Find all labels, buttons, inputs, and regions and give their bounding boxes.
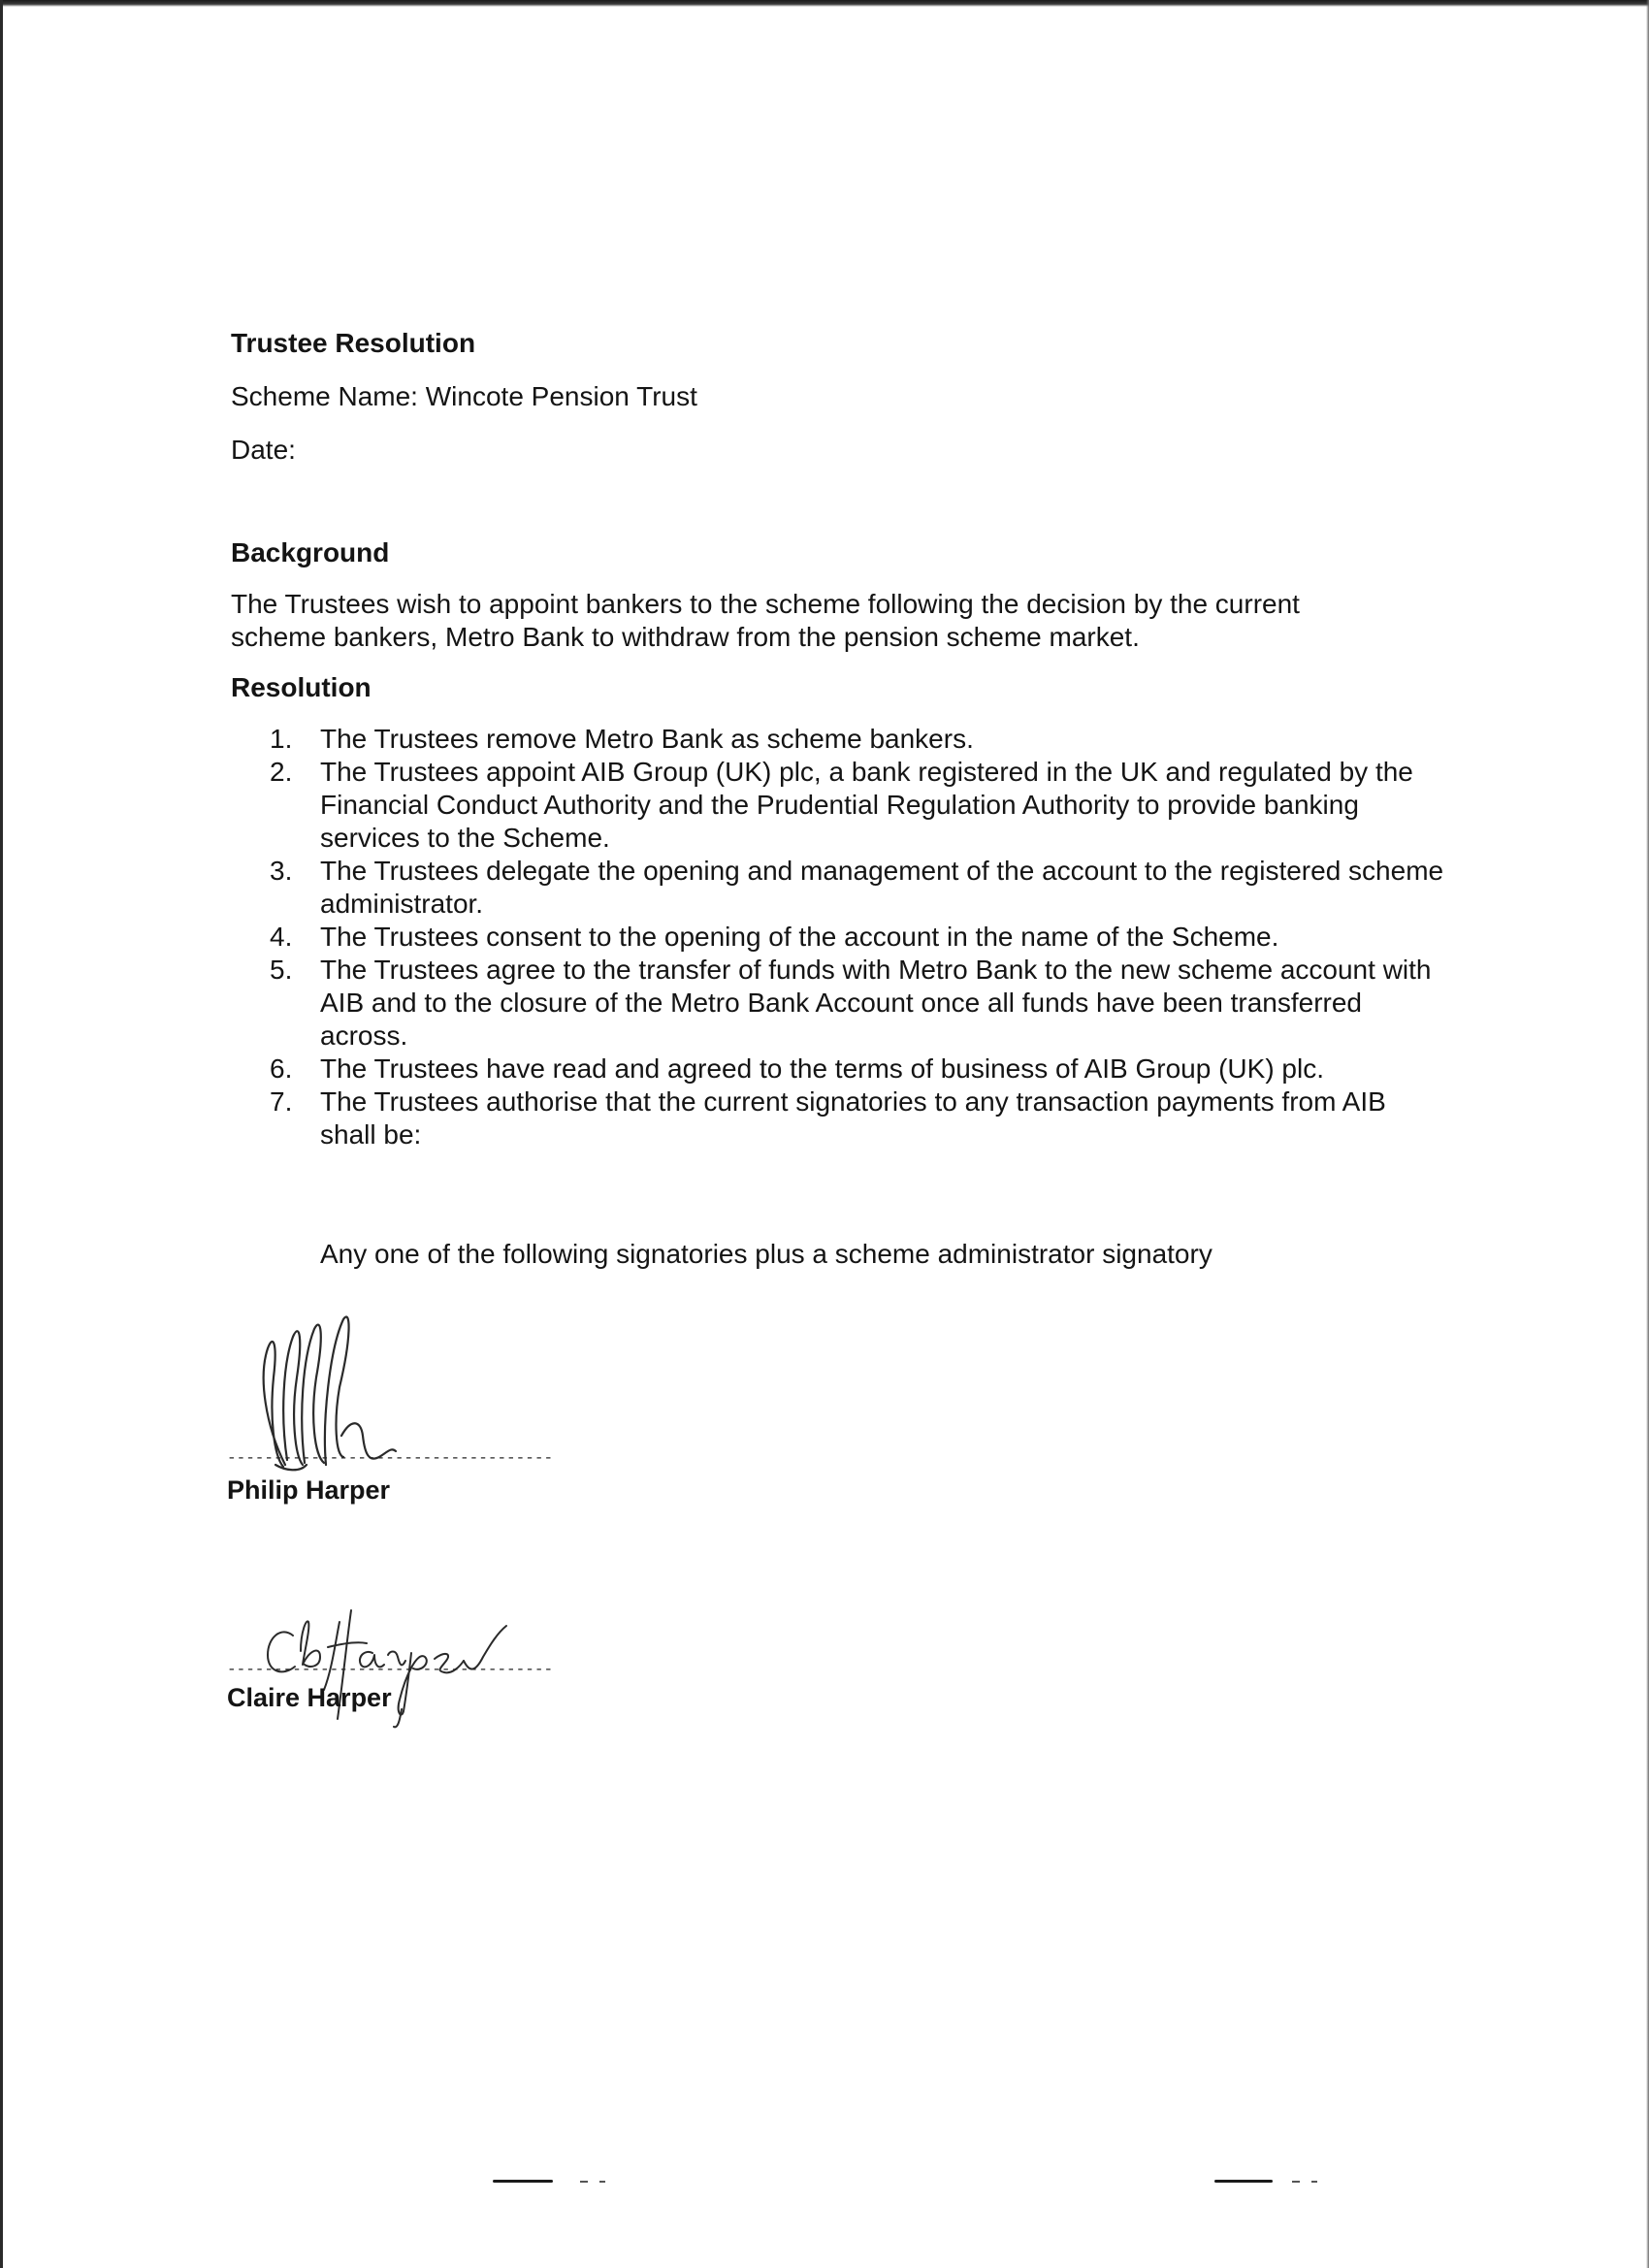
background-text: The Trustees wish to appoint bankers to the scheme following the decision by the current scheme bankers, Metro Bank to withdraw from the pension scheme market. [231,589,1300,652]
resolution-item-text: The Trustees have read and agreed to the terms of business of AIB Group (UK) plc. [320,1053,1324,1084]
signature-line: ----------------------------------- [227,1661,554,1678]
signature-line: ----------------------------------- [227,1449,554,1467]
resolution-item-number: 6. [270,1053,293,1084]
scan-edge-top [0,0,1649,7]
date-label: Date: [231,435,296,465]
signatory-name: Philip Harper [227,1475,391,1505]
resolution-list [231,723,1444,1151]
resolution-item-number: 2. [270,757,293,787]
scan-bottom-mark-left [493,2180,553,2183]
document-title: Trustee Resolution [231,328,476,358]
scan-edge-left [0,0,3,2268]
background-heading: Background [231,537,390,567]
resolution-item-text: The Trustees authorise that the current signatories to any transaction payments from AIB shall be: [320,1086,1386,1150]
scan-bottom-dash [599,2181,605,2183]
resolution-item-text: The Trustees appoint AIB Group (UK) plc, a bank registered in the UK and regulated by the Financial Conduct Authority and the Prudential Regulation Authority to provide banking services to the Scheme. [320,757,1413,853]
scan-bottom-dash [580,2181,588,2183]
resolution-item-text: The Trustees agree to the transfer of funds with Metro Bank to the new scheme account with AIB and to the closure of the Metro Bank Account once all funds have been transferred across. [320,955,1432,1051]
resolution-item-number: 3. [270,856,293,886]
signatory-name: Claire Harper [227,1683,392,1712]
resolution-item [231,723,1445,756]
resolution-item-text: The Trustees remove Metro Bank as scheme bankers. [320,724,974,754]
resolution-heading: Resolution [231,672,372,702]
resolution-item-text: The Trustees consent to the opening of the account in the name of the Scheme. [320,922,1279,952]
scan-bottom-dash [1292,2181,1300,2183]
resolution-item-text: The Trustees delegate the opening and management of the account to the registered scheme administrator. [320,856,1444,919]
scheme-name: Scheme Name: Wincote Pension Trust [231,381,697,411]
resolution-item [231,1053,1445,1085]
resolution-item [231,921,1445,954]
document-body [231,326,1444,1272]
resolution-item-number: 4. [270,922,293,952]
scan-bottom-dash [1311,2181,1317,2183]
signatories-note: Any one of the following signatories plus a scheme administrator signatory [320,1239,1212,1269]
resolution-item-number: 1. [270,724,293,754]
scan-bottom-mark-right [1214,2180,1273,2183]
resolution-item [231,1085,1445,1151]
resolution-item-number: 7. [270,1086,293,1117]
resolution-item [231,855,1445,921]
resolution-item-number: 5. [270,955,293,985]
resolution-item [231,756,1445,855]
resolution-item [231,954,1445,1053]
